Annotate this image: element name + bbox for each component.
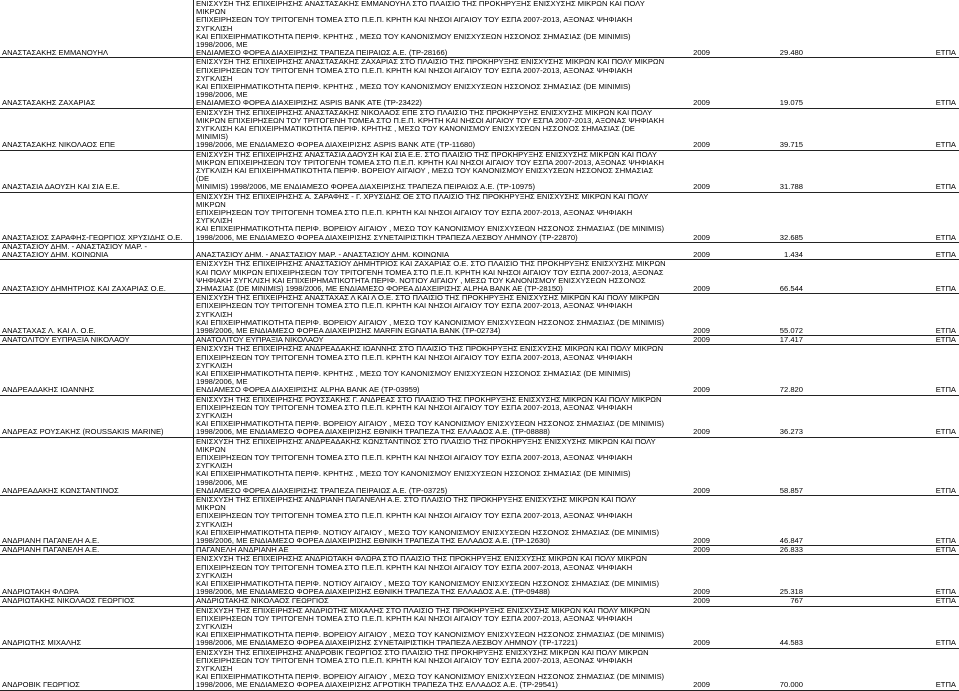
table-row: [0, 395, 959, 437]
table-row: [0, 242, 959, 259]
beneficiary-name: ΑΝΑΣΤΑΣΑΚΗΣ ΝΙΚΟΛΑΟΣ ΕΠΕ: [2, 140, 116, 150]
project-description: ΕΝΙΣΧΥΣΗ ΤΗΣ ΕΠΙΧΕΙΡΗΣΗΣ ΑΝΔΡΙΩΤΑΚΗ ΦΛΩΡΑ ΣΤΟ ΠΛΑΙΣΙΟ ΤΗΣ ΠΡΟΚΗΡΥΞΗΣ ΕΝΙΣΧΥΣΗΣ ΜΙΚΡΩΝ ΚΑΙ ΠΟΛΥ ΜΙΚΡΩΝ ΕΠΙΧΕΙΡΗΣΕΩΝ ΤΟΥ ΤΡΙΤΟΓΕΝΗ ΤΟΜΕΑ ΣΤΟ Π.Ε.Π. ΚΡΗΤΗ ΚΑΙ ΝΗΣΟΙ ΑΙΓΑΙΟΥ ΤΟΥ ΕΣΠΑ 2007-2013, ΑΞΟΝΑΣ ΨΗΦΙΑΚΗ ΣΥΓΚΛΙΣΗ ΚΑΙ ΕΠΙΧΕΙΡΗΜΑΤΙΚΟΤΗΤΑ ΠΕΡΙΦ. ΝΟΤΙΟΥ ΑΙΓΑΙΟΥ , ΜΕΣΩ ΤΟΥ ΚΑΝΟΝΙΣΜΟΥ ΕΝΙΣΧΥΣΕΩΝ ΗΣΣΟΝΟΣ ΣΗΜΑΣΙΑΣ (DE MINIMIS) 1998/2006, ΜΕ ΕΝΔΙΑΜΕΣΟ ΦΟΡΕΑ ΔΙΑΧΕΙΡΙΣΗΣ ΕΘΝΙΚΗ ΤΡΑΠΕΖΑ ΤΗΣ ΕΛΛΑΔΟΣ Α.Ε. (ΤΡ-09488): [194, 555, 669, 597]
year: 2009: [693, 427, 710, 437]
fund-program: ΕΤΠΑ: [935, 250, 956, 260]
beneficiary-name: ΑΝΑΣΤΑΣΑΚΗΣ ΖΑΧΑΡΙΑΣ: [2, 98, 96, 108]
year: 2009: [693, 48, 710, 58]
amount: 46.847: [779, 536, 803, 545]
amount: 17.417: [779, 335, 803, 345]
beneficiary-name: ΑΝΑΤΟΛΙΤΟΥ ΕΥΠΡΑΞΙΑ ΝΙΚΟΛΑΟΥ: [2, 335, 130, 345]
fund-program: ΕΤΠΑ: [935, 182, 956, 192]
beneficiary-name: ΑΝΑΣΤΑΣΙΟΣ ΣΑΡΑΦΗΣ-ΓΕΩΡΓΙΟΣ ΧΡΥΣΙΔΗΣ Ο.Ε.: [2, 232, 183, 242]
year: 2009: [693, 232, 710, 242]
amount: 29.480: [779, 48, 803, 58]
project-description: ΕΝΙΣΧΥΣΗ ΤΗΣ ΕΠΙΧΕΙΡΗΣΗΣ ΑΝΑΣΤΑΧΑΣ Λ ΚΑΙ Λ Ο.Ε. ΣΤΟ ΠΛΑΙΣΙΟ ΤΗΣ ΠΡΟΚΗΡΥΞΗΣ ΕΝΙΣΧΥΣΗΣ ΜΙΚΡΩΝ ΚΑΙ ΠΟΛΥ ΜΙΚΡΩΝ ΕΠΙΧΕΙΡΗΣΕΩΝ ΤΟΥ ΤΡΙΤΟΓΕΝΗ ΤΟΜΕΑ ΣΤΟ Π.Ε.Π. ΚΡΗΤΗ ΚΑΙ ΝΗΣΟΙ ΑΙΓΑΙΟΥ ΤΟΥ ΕΣΠΑ 2007-2013, ΑΞΟΝΑΣ ΨΗΦΙΑΚΗ ΣΥΓΚΛΙΣΗ ΚΑΙ ΕΠΙΧΕΙΡΗΜΑΤΙΚΟΤΗΤΑ ΠΕΡΙΦ. ΒΟΡΕΙΟΥ ΑΙΓΑΙΟΥ , ΜΕΣΩ ΤΟΥ ΚΑΝΟΝΙΣΜΟΥ ΕΝΙΣΧΥΣΕΩΝ ΗΣΣΟΝΟΣ ΣΗΜΑΣΙΑΣ (DE MINIMIS) 1998/2006, ΜΕ ΕΝΔΙΑΜΕΣΟ ΦΟΡΕΑ ΔΙΑΧΕΙΡΙΣΗΣ MARFIN EGNATIA BANK (ΤΡ-02734): [194, 294, 669, 336]
table-row: [0, 555, 959, 597]
year: 2009: [693, 98, 710, 108]
year: 2009: [693, 325, 710, 335]
project-description: ΕΝΙΣΧΥΣΗ ΤΗΣ ΕΠΙΧΕΙΡΗΣΗΣ ΑΝΔΡΕΑΔΑΚΗΣ ΙΩΑΝΝΗΣ ΣΤΟ ΠΛΑΙΣΙΟ ΤΗΣ ΠΡΟΚΗΡΥΞΗΣ ΕΝΙΣΧΥΣΗΣ ΜΙΚΡΩΝ ΚΑΙ ΠΟΛΥ ΜΙΚΡΩΝ ΕΠΙΧΕΙΡΗΣΕΩΝ ΤΟΥ ΤΡΙΤΟΓΕΝΗ ΤΟΜΕΑ ΣΤΟ Π.Ε.Π. ΚΡΗΤΗ ΚΑΙ ΝΗΣΟΙ ΑΙΓΑΙΟΥ ΤΟΥ ΕΣΠΑ 2007-2013, ΑΞΟΝΑΣ ΨΗΦΙΑΚΗ ΣΥΓΚΛΙΣΗ ΚΑΙ ΕΠΙΧΕΙΡΗΜΑΤΙΚΟΤΗΤΑ ΠΕΡΙΦ. ΚΡΗΤΗΣ , ΜΕΣΩ ΤΟΥ ΚΑΝΟΝΙΣΜΟΥ ΕΝΙΣΧΥΣΕΩΝ ΗΣΣΟΝΟΣ ΣΗΜΑΣΙΑΣ (DE MINIMIS) 1998/2006, ΜΕ ΕΝΔΙΑΜΕΣΟ ΦΟΡΕΑ ΔΙΑΧΕΙΡΙΣΗΣ ALPHA BANK AE (ΤΡ-03959): [194, 345, 669, 395]
fund-program: ΕΤΠΑ: [935, 48, 956, 58]
table-row: [0, 260, 959, 294]
year: 2009: [693, 638, 710, 648]
year: 2009: [693, 680, 710, 690]
fund-program: ΕΤΠΑ: [935, 140, 956, 150]
fund-program: ΕΤΠΑ: [935, 98, 956, 108]
beneficiary-name: ΑΝΔΡΙΑΝΗ ΠΑΓΑΝΕΛΗ Α.Ε.: [2, 545, 100, 555]
amount: 1.434: [783, 250, 803, 260]
project-description: ΕΝΙΣΧΥΣΗ ΤΗΣ ΕΠΙΧΕΙΡΗΣΗΣ ΑΝΔΡΙΩΤΗΣ ΜΙΧΑΛΗΣ ΣΤΟ ΠΛΑΙΣΙΟ ΤΗΣ ΠΡΟΚΗΡΥΞΗΣ ΕΝΙΣΧΥΣΗΣ ΜΙΚΡΩΝ ΚΑΙ ΠΟΛΥ ΜΙΚΡΩΝ ΕΠΙΧΕΙΡΗΣΕΩΝ ΤΟΥ ΤΡΙΤΟΓΕΝΗ ΤΟΜΕΑ ΣΤΟ Π.Ε.Π. ΚΡΗΤΗ ΚΑΙ ΝΗΣΟΙ ΑΙΓΑΙΟΥ ΤΟΥ ΕΣΠΑ 2007-2013, ΑΞΟΝΑΣ ΨΗΦΙΑΚΗ ΣΥΓΚΛΙΣΗ ΚΑΙ ΕΠΙΧΕΙΡΗΜΑΤΙΚΟΤΗΤΑ ΠΕΡΙΦ. ΒΟΡΕΙΟΥ ΑΙΓΑΙΟΥ , ΜΕΣΩ ΤΟΥ ΚΑΝΟΝΙΣΜΟΥ ΕΝΙΣΧΥΣΕΩΝ ΗΣΣΟΝΟΣ ΣΗΜΑΣΙΑΣ (DE MINIMIS) 1998/2006, ΜΕ ΕΝΔΙΑΜΕΣΟ ΦΟΡΕΑ ΔΙΑΧΕΙΡΙΣΗΣ ΣΥΝΕΤΑΙΡΙΣΤΙΚΗ ΤΡΑΠΕΖΑ ΛΕΣΒΟΥ ΛΗΜΝΟΥ (ΤΡ-17221): [194, 606, 669, 648]
year: 2009: [693, 485, 710, 495]
project-description: ΑΝΑΤΟΛΙΤΟΥ ΕΥΠΡΑΞΙΑ ΝΙΚΟΛΑΟΥ: [194, 336, 669, 345]
year: 2009: [693, 335, 710, 345]
project-description: ΕΝΙΣΧΥΣΗ ΤΗΣ ΕΠΙΧΕΙΡΗΣΗΣ ΑΝΑΣΤΑΣΑΚΗΣ ΝΙΚΟΛΑΟΣ ΕΠΕ ΣΤΟ ΠΛΑΙΣΙΟ ΤΗΣ ΠΡΟΚΗΡΥΞΗΣ ΕΝΙΣΧΥΣΗΣ ΜΙΚΡΩΝ ΚΑΙ ΠΟΛΥ ΜΙΚΡΩΝ ΕΠΙΧΕΙΡΗΣΕΩΝ ΤΟΥ ΤΡΙΤΟΓΕΝΗ ΤΟΜΕΑ ΣΤΟ Π.Ε.Π. ΚΡΗΤΗ ΚΑΙ ΝΗΣΟΙ ΑΙΓΑΙΟΥ ΤΟΥ ΕΣΠΑ 2007-2013, ΑΞΟΝΑΣ ΨΗΦΙΑΚΗ ΣΥΓΚΛΙΣΗ ΚΑΙ ΕΠΙΧΕΙΡΗΜΑΤΙΚΟΤΗΤΑ ΠΕΡΙΦ. ΚΡΗΤΗΣ , ΜΕΣΩ ΤΟΥ ΚΑΝΟΝΙΣΜΟΥ ΕΝΙΣΧΥΣΕΩΝ ΗΣΣΟΝΟΣ ΣΗΜΑΣΙΑΣ (DE MINIMIS) 1998/2006, ΜΕ ΕΝΔΙΑΜΕΣΟ ΦΟΡΕΑ ΔΙΑΧΕΙΡΙΣΗΣ ASPIS BANK ΑΤΕ (ΤΡ-11680): [194, 108, 669, 150]
amount: 31.788: [779, 182, 803, 192]
table-row: [0, 58, 959, 108]
beneficiary-name: ΑΝΑΣΤΑΣΙΟΥ ΔΗΜ. - ΑΝΑΣΤΑΣΙΟΥ ΜΑΡ. - ΑΝΑΣΤΑΣΙΟΥ ΔΗΜ. ΚΟΙΝΩΝΙΑ: [2, 241, 148, 260]
project-description: ΕΝΙΣΧΥΣΗ ΤΗΣ ΕΠΙΧΕΙΡΗΣΗΣ ΑΝΑΣΤΑΣΑΚΗΣ ΕΜΜΑΝΟΥΗΛ ΣΤΟ ΠΛΑΙΣΙΟ ΤΗΣ ΠΡΟΚΗΡΥΞΗΣ ΕΝΙΣΧΥΣΗΣ ΜΙΚΡΩΝ ΚΑΙ ΠΟΛΥ ΜΙΚΡΩΝ ΕΠΙΧΕΙΡΗΣΕΩΝ ΤΟΥ ΤΡΙΤΟΓΕΝΗ ΤΟΜΕΑ ΣΤΟ Π.Ε.Π. ΚΡΗΤΗ ΚΑΙ ΝΗΣΟΙ ΑΙΓΑΙΟΥ ΤΟΥ ΕΣΠΑ 2007-2013, ΑΞΟΝΑΣ ΨΗΦΙΑΚΗ ΣΥΓΚΛΙΣΗ ΚΑΙ ΕΠΙΧΕΙΡΗΜΑΤΙΚΟΤΗΤΑ ΠΕΡΙΦ. ΚΡΗΤΗΣ , ΜΕΣΩ ΤΟΥ ΚΑΝΟΝΙΣΜΟΥ ΕΝΙΣΧΥΣΕΩΝ ΗΣΣΟΝΟΣ ΣΗΜΑΣΙΑΣ (DE MINIMIS) 1998/2006, ΜΕ ΕΝΔΙΑΜΕΣΟ ΦΟΡΕΑ ΔΙΑΧΕΙΡΙΣΗΣ ΤΡΑΠΕΖΑ ΠΕΙΡΑΙΩΣ Α.Ε. (ΤΡ-28166): [194, 0, 669, 58]
beneficiary-name: ΑΝΑΣΤΑΧΑΣ Λ. ΚΑΙ Λ. Ο.Ε.: [2, 325, 96, 335]
year: 2009: [693, 536, 710, 545]
fund-program: ΕΤΠΑ: [935, 680, 956, 690]
year: 2009: [693, 587, 710, 597]
fund-program: ΕΤΠΑ: [935, 587, 956, 597]
project-description: ΠΑΓΑΝΕΛΗ ΑΝΔΡΙΑΝΗ ΑΕ: [194, 546, 669, 555]
beneficiary-name: ΑΝΔΡΟΒΙΚ ΓΕΩΡΓΙΟΣ: [2, 680, 80, 690]
project-description: ΕΝΙΣΧΥΣΗ ΤΗΣ ΕΠΙΧΕΙΡΗΣΗΣ ΑΝΔΡΟΒΙΚ ΓΕΩΡΓΙΟΣ ΣΤΟ ΠΛΑΙΣΙΟ ΤΗΣ ΠΡΟΚΗΡΥΞΗΣ ΕΝΙΣΧΥΣΗΣ ΜΙΚΡΩΝ ΚΑΙ ΠΟΛΥ ΜΙΚΡΩΝ ΕΠΙΧΕΙΡΗΣΕΩΝ ΤΟΥ ΤΡΙΤΟΓΕΝΗ ΤΟΜΕΑ ΣΤΟ Π.Ε.Π. ΚΡΗΤΗ ΚΑΙ ΝΗΣΟΙ ΑΙΓΑΙΟΥ ΤΟΥ ΕΣΠΑ 2007-2013, ΑΞΟΝΑΣ ΨΗΦΙΑΚΗ ΣΥΓΚΛΙΣΗ ΚΑΙ ΕΠΙΧΕΙΡΗΜΑΤΙΚΟΤΗΤΑ ΠΕΡΙΦ. ΒΟΡΕΙΟΥ ΑΙΓΑΙΟΥ , ΜΕΣΩ ΤΟΥ ΚΑΝΟΝΙΣΜΟΥ ΕΝΙΣΧΥΣΕΩΝ ΗΣΣΟΝΟΣ ΣΗΜΑΣΙΑΣ (DE MINIMIS) 1998/2006, ΜΕ ΕΝΔΙΑΜΕΣΟ ΦΟΡΕΑ ΔΙΑΧΕΙΡΙΣΗΣ ΑΓΡΟΤΙΚΗ ΤΡΑΠΕΖΑ ΤΗΣ ΕΛΛΑΔΟΣ Α.Ε. (ΤΡ-29541): [194, 648, 669, 690]
project-description: ΕΝΙΣΧΥΣΗ ΤΗΣ ΕΠΙΧΕΙΡΗΣΗΣ Α. ΣΑΡΑΦΗΣ - Γ. ΧΡΥΣΙΔΗΣ ΟΕ ΣΤΟ ΠΛΑΙΣΙΟ ΤΗΣ ΠΡΟΚΗΡΥΞΗΣ ΕΝΙΣΧΥΣΗΣ ΜΙΚΡΩΝ ΚΑΙ ΠΟΛΥ ΜΙΚΡΩΝ ΕΠΙΧΕΙΡΗΣΕΩΝ ΤΟΥ ΤΡΙΤΟΓΕΝΗ ΤΟΜΕΑ ΣΤΟ Π.Ε.Π. ΚΡΗΤΗ ΚΑΙ ΝΗΣΟΙ ΑΙΓΑΙΟΥ ΤΟΥ ΕΣΠΑ 2007-2013, ΑΞΟΝΑΣ ΨΗΦΙΑΚΗ ΣΥΓΚΛΙΣΗ ΚΑΙ ΕΠΙΧΕΙΡΗΜΑΤΙΚΟΤΗΤΑ ΠΕΡΙΦ. ΒΟΡΕΙΟΥ ΑΙΓΑΙΟΥ , ΜΕΣΩ ΤΟΥ ΚΑΝΟΝΙΣΜΟΥ ΕΝΙΣΧΥΣΕΩΝ ΗΣΣΟΝΟΣ ΣΗΜΑΣΙΑΣ (DE MINIMIS) 1998/2006, ΜΕ ΕΝΔΙΑΜΕΣΟ ΦΟΡΕΑ ΔΙΑΧΕΙΡΙΣΗΣ ΣΥΝΕΤΑΙΡΙΣΤΙΚΗ ΤΡΑΠΕΖΑ ΛΕΣΒΟΥ ΛΗΜΝΟΥ (ΤΡ-22870): [194, 192, 669, 242]
project-description: ΑΝΔΡΙΩΤΑΚΗΣ ΝΙΚΟΛΑΟΣ ΓΕΩΡΓΙΟΣ: [194, 597, 669, 606]
beneficiary-name: ΑΝΑΣΤΑΣΙΟΥ ΔΗΜΗΤΡΙΟΣ ΚΑΙ ΖΑΧΑΡΙΑΣ Ο.Ε.: [2, 283, 166, 293]
fund-program: ΕΤΠΑ: [935, 545, 956, 555]
amount: 32.685: [779, 232, 803, 242]
fund-program: ΕΤΠΑ: [935, 385, 956, 395]
beneficiary-name: ΑΝΑΣΤΑΣΑΚΗΣ ΕΜΜΑΝΟΥΗΛ: [2, 48, 109, 58]
amount: 26.833: [779, 545, 803, 555]
amount: 66.544: [779, 283, 803, 293]
year: 2009: [693, 596, 710, 606]
fund-program: ΕΤΠΑ: [935, 283, 956, 293]
project-description: ΕΝΙΣΧΥΣΗ ΤΗΣ ΕΠΙΧΕΙΡΗΣΗΣ ΑΝΑΣΤΑΣΙΟΥ ΔΗΜΗΤΡΙΟΣ ΚΑΙ ΖΑΧΑΡΙΑΣ Ο.Ε. ΣΤΟ ΠΛΑΙΣΙΟ ΤΗΣ ΠΡΟΚΗΡΥΞΗΣ ΕΝΙΣΧΥΣΗΣ ΜΙΚΡΩΝ ΚΑΙ ΠΟΛΥ ΜΙΚΡΩΝ ΕΠΙΧΕΙΡΗΣΕΩΝ ΤΟΥ ΤΡΙΤΟΓΕΝΗ ΤΟΜΕΑ ΣΤΟ Π.Ε.Π. ΚΡΗΤΗ ΚΑΙ ΝΗΣΟΙ ΑΙΓΑΙΟΥ ΤΟΥ ΕΣΠΑ 2007-2013, ΑΞΟΝΑΣ ΨΗΦΙΑΚΗ ΣΥΓΚΛΙΣΗ ΚΑΙ ΕΠΙΧΕΙΡΗΜΑΤΙΚΟΤΗΤΑ ΠΕΡΙΦ. ΝΟΤΙΟΥ ΑΙΓΑΙΟΥ , ΜΕΣΩ ΤΟΥ ΚΑΝΟΝΙΣΜΟΥ ΕΝΙΣΧΥΣΕΩΝ ΗΣΣΟΝΟΣ ΣΗΜΑΣΙΑΣ (DE MINIMIS) 1998/2006, ΜΕ ΕΝΔΙΑΜΕΣΟ ΦΟΡΕΑ ΔΙΑΧΕΙΡΙΣΗΣ ALPHA BANK AE (ΤΡ-28150): [194, 260, 669, 294]
beneficiary-name: ΑΝΔΡΕΑΔΑΚΗΣ ΚΩΝΣΤΑΝΤΙΝΟΣ: [2, 485, 119, 495]
project-description: ΕΝΙΣΧΥΣΗ ΤΗΣ ΕΠΙΧΕΙΡΗΣΗΣ ΑΝΑΣΤΑΣΙΑ ΔΑΟΥΣΗ ΚΑΙ ΣΙΑ Ε.Ε. ΣΤΟ ΠΛΑΙΣΙΟ ΤΗΣ ΠΡΟΚΗΡΥΞΗΣ ΕΝΙΣΧΥΣΗΣ ΜΙΚΡΩΝ ΚΑΙ ΠΟΛΥ ΜΙΚΡΩΝ ΕΠΙΧΕΙΡΗΣΕΩΝ ΤΟΥ ΤΡΙΤΟΓΕΝΗ ΤΟΜΕΑ ΣΤΟ Π.Ε.Π. ΚΡΗΤΗ ΚΑΙ ΝΗΣΟΙ ΑΙΓΑΙΟΥ ΤΟΥ ΕΣΠΑ 2007-2013, ΑΞΟΝΑΣ ΨΗΦΙΑΚΗ ΣΥΓΚΛΙΣΗ ΚΑΙ ΕΠΙΧΕΙΡΗΜΑΤΙΚΟΤΗΤΑ ΠΕΡΙΦ. ΒΟΡΕΙΟΥ ΑΙΓΑΙΟΥ , ΜΕΣΩ ΤΟΥ ΚΑΝΟΝΙΣΜΟΥ ΕΝΙΣΧΥΣΕΩΝ ΗΣΣΟΝΟΣ ΣΗΜΑΣΙΑΣ (DE MINIMIS) 1998/2006, ΜΕ ΕΝΔΙΑΜΕΣΟ ΦΟΡΕΑ ΔΙΑΧΕΙΡΙΣΗΣ ΤΡΑΠΕΖΑ ΠΕΙΡΑΙΩΣ Α.Ε. (ΤΡ-10975): [194, 150, 669, 192]
project-description: ΕΝΙΣΧΥΣΗ ΤΗΣ ΕΠΙΧΕΙΡΗΣΗΣ ΑΝΔΡΕΑΔΑΚΗΣ ΚΩΝΣΤΑΝΤΙΝΟΣ ΣΤΟ ΠΛΑΙΣΙΟ ΤΗΣ ΠΡΟΚΗΡΥΞΗΣ ΕΝΙΣΧΥΣΗΣ ΜΙΚΡΩΝ ΚΑΙ ΠΟΛΥ ΜΙΚΡΩΝ ΕΠΙΧΕΙΡΗΣΕΩΝ ΤΟΥ ΤΡΙΤΟΓΕΝΗ ΤΟΜΕΑ ΣΤΟ Π.Ε.Π. ΚΡΗΤΗ ΚΑΙ ΝΗΣΟΙ ΑΙΓΑΙΟΥ ΤΟΥ ΕΣΠΑ 2007-2013, ΑΞΟΝΑΣ ΨΗΦΙΑΚΗ ΣΥΓΚΛΙΣΗ ΚΑΙ ΕΠΙΧΕΙΡΗΜΑΤΙΚΟΤΗΤΑ ΠΕΡΙΦ. ΚΡΗΤΗΣ , ΜΕΣΩ ΤΟΥ ΚΑΝΟΝΙΣΜΟΥ ΕΝΙΣΧΥΣΕΩΝ ΗΣΣΟΝΟΣ ΣΗΜΑΣΙΑΣ (DE MINIMIS) 1998/2006, ΜΕ ΕΝΔΙΑΜΕΣΟ ΦΟΡΕΑ ΔΙΑΧΕΙΡΙΣΗΣ ΤΡΑΠΕΖΑ ΠΕΙΡΑΙΩΣ Α.Ε. (ΤΡ-03725): [194, 437, 669, 495]
amount: 44.583: [779, 638, 803, 648]
amount: 36.273: [779, 427, 803, 437]
year: 2009: [693, 140, 710, 150]
amount: 19.075: [779, 98, 803, 108]
beneficiary-name: ΑΝΔΡΙΩΤΗΣ ΜΙΧΑΛΗΣ: [2, 638, 82, 648]
table-row: [0, 108, 959, 150]
year: 2009: [693, 250, 710, 260]
fund-program: ΕΤΠΑ: [935, 638, 956, 648]
fund-program: ΕΤΠΑ: [935, 596, 956, 606]
beneficiary-name: ΑΝΔΡΕΑΔΑΚΗΣ ΙΩΑΝΝΗΣ: [2, 385, 95, 395]
amount: 39.715: [779, 140, 803, 150]
amount: 767: [790, 596, 803, 606]
table-row: [0, 597, 959, 606]
year: 2009: [693, 283, 710, 293]
year: 2009: [693, 545, 710, 555]
table-row: [0, 192, 959, 242]
fund-program: ΕΤΠΑ: [935, 232, 956, 242]
table-row: [0, 648, 959, 690]
amount: 72.820: [779, 385, 803, 395]
project-description: ΕΝΙΣΧΥΣΗ ΤΗΣ ΕΠΙΧΕΙΡΗΣΗΣ ΑΝΔΡΙΑΝΗ ΠΑΓΑΝΕΛΗ Α.Ε. ΣΤΟ ΠΛΑΙΣΙΟ ΤΗΣ ΠΡΟΚΗΡΥΞΗΣ ΕΝΙΣΧΥΣΗΣ ΜΙΚΡΩΝ ΚΑΙ ΠΟΛΥ ΜΙΚΡΩΝ ΕΠΙΧΕΙΡΗΣΕΩΝ ΤΟΥ ΤΡΙΤΟΓΕΝΗ ΤΟΜΕΑ ΣΤΟ Π.Ε.Π. ΚΡΗΤΗ ΚΑΙ ΝΗΣΟΙ ΑΙΓΑΙΟΥ ΤΟΥ ΕΣΠΑ 2007-2013, ΑΞΟΝΑΣ ΨΗΦΙΑΚΗ ΣΥΓΚΛΙΣΗ ΚΑΙ ΕΠΙΧΕΙΡΗΜΑΤΙΚΟΤΗΤΑ ΠΕΡΙΦ. ΝΟΤΙΟΥ ΑΙΓΑΙΟΥ , ΜΕΣΩ ΤΟΥ ΚΑΝΟΝΙΣΜΟΥ ΕΝΙΣΧΥΣΕΩΝ ΗΣΣΟΝΟΣ ΣΗΜΑΣΙΑΣ (DE MINIMIS) 1998/2006, ΜΕ ΕΝΔΙΑΜΕΣΟ ΦΟΡΕΑ ΔΙΑΧΕΙΡΙΣΗΣ ΕΘΝΙΚΗ ΤΡΑΠΕΖΑ ΤΗΣ ΕΛΛΑΔΟΣ Α.Ε. (ΤΡ-12630): [194, 495, 669, 545]
fund-program: ΕΤΠΑ: [935, 536, 956, 545]
project-description: ΕΝΙΣΧΥΣΗ ΤΗΣ ΕΠΙΧΕΙΡΗΣΗΣ ΡΟΥΣΣΑΚΗΣ Γ. ΑΝΔΡΕΑΣ ΣΤΟ ΠΛΑΙΣΙΟ ΤΗΣ ΠΡΟΚΗΡΥΞΗΣ ΕΝΙΣΧΥΣΗΣ ΜΙΚΡΩΝ ΚΑΙ ΠΟΛΥ ΜΙΚΡΩΝ ΕΠΙΧΕΙΡΗΣΕΩΝ ΤΟΥ ΤΡΙΤΟΓΕΝΗ ΤΟΜΕΑ ΣΤΟ Π.Ε.Π. ΚΡΗΤΗ ΚΑΙ ΝΗΣΟΙ ΑΙΓΑΙΟΥ ΤΟΥ ΕΣΠΑ 2007-2013, ΑΞΟΝΑΣ ΨΗΦΙΑΚΗ ΣΥΓΚΛΙΣΗ ΚΑΙ ΕΠΙΧΕΙΡΗΜΑΤΙΚΟΤΗΤΑ ΠΕΡΙΦ. ΒΟΡΕΙΟΥ ΑΙΓΑΙΟΥ , ΜΕΣΩ ΤΟΥ ΚΑΝΟΝΙΣΜΟΥ ΕΝΙΣΧΥΣΕΩΝ ΗΣΣΟΝΟΣ ΣΗΜΑΣΙΑΣ (DE MINIMIS) 1998/2006, ΜΕ ΕΝΔΙΑΜΕΣΟ ΦΟΡΕΑ ΔΙΑΧΕΙΡΙΣΗΣ ΕΘΝΙΚΗ ΤΡΑΠΕΖΑ ΤΗΣ ΕΛΛΑΔΟΣ Α.Ε. (ΤΡ-08888): [194, 395, 669, 437]
amount: 25.318: [779, 587, 803, 597]
table-row: [0, 0, 959, 58]
beneficiary-name: ΑΝΔΡΕΑΣ ΡΟΥΣΑΚΗΣ (ROUSSAKIS MARINE): [2, 427, 164, 437]
project-description: ΕΝΙΣΧΥΣΗ ΤΗΣ ΕΠΙΧΕΙΡΗΣΗΣ ΑΝΑΣΤΑΣΑΚΗΣ ΖΑΧΑΡΙΑΣ ΣΤΟ ΠΛΑΙΣΙΟ ΤΗΣ ΠΡΟΚΗΡΥΞΗΣ ΕΝΙΣΧΥΣΗΣ ΜΙΚΡΩΝ ΚΑΙ ΠΟΛΥ ΜΙΚΡΩΝ ΕΠΙΧΕΙΡΗΣΕΩΝ ΤΟΥ ΤΡΙΤΟΓΕΝΗ ΤΟΜΕΑ ΣΤΟ Π.Ε.Π. ΚΡΗΤΗ ΚΑΙ ΝΗΣΟΙ ΑΙΓΑΙΟΥ ΤΟΥ ΕΣΠΑ 2007-2013, ΑΞΟΝΑΣ ΨΗΦΙΑΚΗ ΣΥΓΚΛΙΣΗ ΚΑΙ ΕΠΙΧΕΙΡΗΜΑΤΙΚΟΤΗΤΑ ΠΕΡΙΦ. ΚΡΗΤΗΣ , ΜΕΣΩ ΤΟΥ ΚΑΝΟΝΙΣΜΟΥ ΕΝΙΣΧΥΣΕΩΝ ΗΣΣΟΝΟΣ ΣΗΜΑΣΙΑΣ (DE MINIMIS) 1998/2006, ΜΕ ΕΝΔΙΑΜΕΣΟ ΦΟΡΕΑ ΔΙΑΧΕΙΡΙΣΗΣ ASPIS BANK ΑΤΕ (ΤΡ-23422): [194, 58, 669, 108]
beneficiary-name: ΑΝΔΡΙΑΝΗ ΠΑΓΑΝΕΛΗ Α.Ε.: [2, 536, 100, 545]
fund-program: ΕΤΠΑ: [935, 335, 956, 345]
amount: 55.072: [779, 325, 803, 335]
table-row: [0, 606, 959, 648]
table-row: [0, 495, 959, 545]
amount: 70.000: [779, 680, 803, 690]
amount: 58.857: [779, 485, 803, 495]
year: 2009: [693, 182, 710, 192]
beneficiary-name: ΑΝΑΣΤΑΣΙΑ ΔΑΟΥΣΗ ΚΑΙ ΣΙΑ Ε.Ε.: [2, 182, 120, 192]
table-row: [0, 150, 959, 192]
fund-program: ΕΤΠΑ: [935, 427, 956, 437]
project-description: ΑΝΑΣΤΑΣΙΟΥ ΔΗΜ. - ΑΝΑΣΤΑΣΙΟΥ ΜΑΡ. - ΑΝΑΣΤΑΣΙΟΥ ΔΗΜ. ΚΟΙΝΩΝΙΑ: [194, 242, 669, 259]
year: 2009: [693, 385, 710, 395]
fund-program: ΕΤΠΑ: [935, 485, 956, 495]
fund-program: ΕΤΠΑ: [935, 325, 956, 335]
table-row: [0, 294, 959, 336]
beneficiary-name: ΑΝΔΡΙΩΤΑΚΗΣ ΝΙΚΟΛΑΟΣ ΓΕΩΡΓΙΟΣ: [2, 596, 135, 606]
table-row: [0, 345, 959, 395]
beneficiary-name: ΑΝΔΡΙΩΤΑΚΗ ΦΛΩΡΑ: [2, 587, 79, 597]
table-row: [0, 437, 959, 495]
